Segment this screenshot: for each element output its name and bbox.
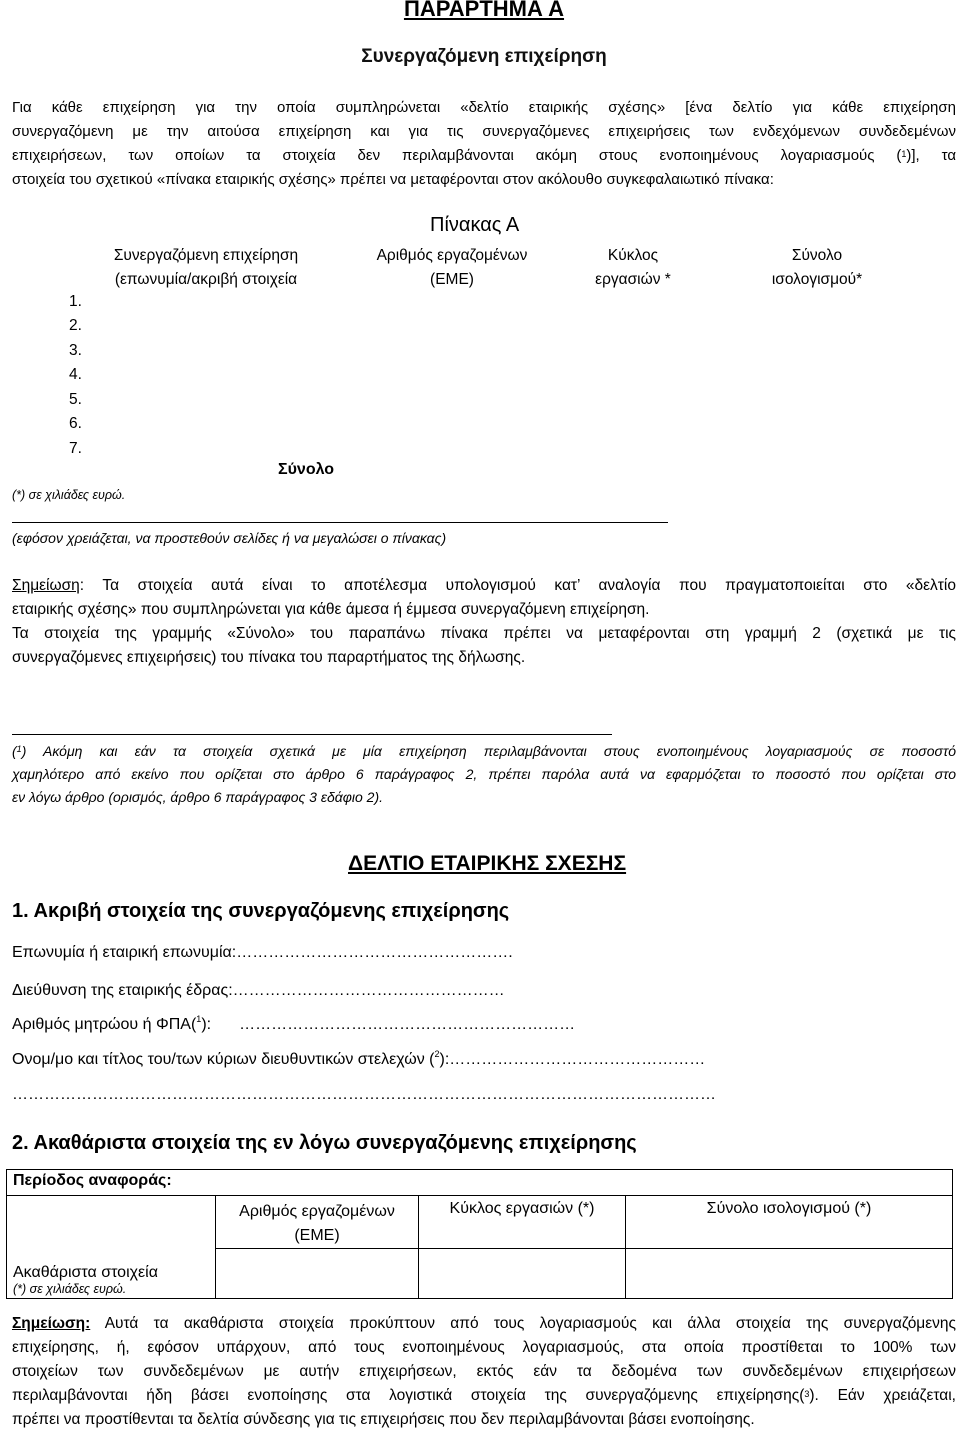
table-a-title: Πίνακας Α bbox=[430, 214, 520, 236]
intro-line: στοιχεία του σχετικού «πίνακα εταιρικής σχέσης» πρέπει να μεταφέρονται στον ακόλουθο συγκεφαλαιωτικό πίνακα: bbox=[12, 171, 774, 188]
note-1-line: συνεργαζόμενες επιχειρήσεις) του πίνακα του παραρτήματος της δήλωσης. bbox=[12, 649, 526, 666]
note-2-label: Σημείωση: bbox=[12, 1315, 91, 1332]
intro-line: συνεργαζόμενη με την αιτούσα επιχείρηση και για τις συνεργαζόμενες επιχειρήσεις των ενδεχόμενων συνδεδεμένων bbox=[12, 123, 956, 140]
table-a-total-label: Σύνολο bbox=[278, 461, 335, 478]
table-a-row-num: 5. bbox=[69, 391, 82, 408]
table-a-row-num: 3. bbox=[69, 342, 82, 359]
table-a-col-turnover: Κύκλος εργασιών * bbox=[595, 247, 671, 288]
table-a-row-num: 1. bbox=[69, 293, 82, 310]
cell-employees[interactable] bbox=[216, 1249, 419, 1299]
field-registration[interactable]: Αριθμός μητρώου ή ΦΠΑ($^1$): ……………………………………………………… bbox=[12, 1014, 576, 1033]
row-gross-data bbox=[7, 1249, 216, 1299]
table-a-extend-note: (εφόσον χρειάζεται, να προστεθούν σελίδες ή να μεγαλώσει ο πίνακας) bbox=[12, 530, 447, 546]
cell-balance[interactable] bbox=[626, 1249, 953, 1299]
cell-turnover[interactable] bbox=[419, 1249, 626, 1299]
table-a-col-employees: Αριθμός εργαζομένων (ΕΜΕ) bbox=[376, 247, 528, 288]
note-2-line: στοιχείων των συνδεδεμένων με αυτήν επιχειρήσεων, εκτός εάν τα δεδομένα των συνδεδεμένων επιχειρήσεων bbox=[12, 1363, 956, 1380]
note-2-line: επιχείρησης, ή, εφόσον υπάρχουν, από τους ενοποιημένους λογαριασμούς, στα οποία προστίθεται το 100% των bbox=[12, 1339, 956, 1356]
deltio-title: ΔΕΛΤΙΟ ΕΤΑΙΡΙΚΗΣ ΣΧΕΣΗΣ bbox=[348, 852, 627, 875]
col-balance: Σύνολο ισολογισμού (*) bbox=[626, 1196, 953, 1249]
note-1: Σημείωση: Τα στοιχεία αυτά είναι το αποτέλεσμα υπολογισμού κατ’ αναλογία που πραγματοποιείται στο «δελτίο εταιρικής σχέσης» που συμπληρώνεται για κάθε άμεσα ή έμμεσα συνεργαζόμενη επιχείρηση. Τα στοιχεία της γραμμής «Σύνολο» του παραπάνω πίνακα πρέπει να μεταφέρονται στη γραμμή 2 (σχετικά με τις συνεργαζόμενες επιχειρήσεις) του πίνακα του παραρτήματος της δήλωσης. bbox=[12, 574, 956, 670]
table-a-row-num: 7. bbox=[69, 440, 82, 457]
note-1-line: Τα στοιχεία της γραμμής «Σύνολο» του παραπάνω πίνακα πρέπει να μεταφέρονται στη γραμμή 2 (σχετικά με τις bbox=[12, 625, 956, 642]
field-managers[interactable]: Ονομ/μο και τίτλος του/των κύριων διευθυντικών στελεχών ($^2$):………………………………………… bbox=[12, 1049, 706, 1068]
intro-paragraph bbox=[12, 96, 956, 192]
field-company-name[interactable]: Επωνυμία ή εταιρική επωνυμία:……………………………………………. bbox=[12, 944, 513, 961]
table-a-unit-note: (*) σε χιλιάδες ευρώ. bbox=[12, 488, 126, 502]
empty-header-cell bbox=[7, 1196, 216, 1249]
footnote: ($^1$) Ακόμη και εάν τα στοιχεία σχετικά με μία επιχείρηση περιλαμβάνονται στους ενοποιημένους λογαριασμούς σε ποσοστό χαμηλότερο από εκείνο που ορίζεται στο άρθρο 6 παράγραφος 2, πρέπει παρόλα αυτά να εφαρμόζεται το ποσοστό που ορίζεται στο εν λόγω άρθρο (ορισμός, άρθρο 6 παράγραφος 3 εδάφιο 2). bbox=[12, 740, 956, 809]
separator-line bbox=[12, 522, 668, 523]
note-1-label: Σημείωση bbox=[12, 577, 80, 594]
footnote-line: χαμηλότερο από εκείνο που ορίζεται στο άρθρο 6 παράγραφος 2, πρέπει παρόλα αυτά να εφαρμόζεται το ποσοστό που ορίζεται στο bbox=[12, 766, 956, 782]
table-a-row-num: 6. bbox=[69, 415, 82, 432]
table-a-row-num: 4. bbox=[69, 366, 82, 383]
field-address[interactable]: Διεύθυνση της εταιρικής έδρας:…………………………………………… bbox=[12, 982, 505, 999]
note-2: Σημείωση: Αυτά τα ακαθάριστα στοιχεία προκύπτουν από τους λογαριασμούς και άλλα στοιχεία της συνεργαζόμενης επιχείρησης, ή, εφόσον υπάρχουν, από τους ενοποιημένους λογαριασμούς, στα οποία προστίθεται το 100% των στοιχείων των συνδεδεμένων με αυτήν επιχειρήσεων, εκτός εάν τα δεδομένα των συνδεδεμένων επιχειρήσεων περιλαμβάνονται ήδη βάσει ενοποίησης στα λογιστικά στοιχεία της συνεργαζόμενης επιχείρησης($^3$). Εάν χρειάζεται, πρέπει να προστίθενται τα δελτία σύνδεσης για τις επιχειρήσεις που δεν περιλαμβάνονται βάσει ενοποίησης. bbox=[12, 1312, 956, 1432]
note-1-line: εταιρικής σχέσης» που συμπληρώνεται για κάθε άμεσα ή έμμεσα συνεργαζόμενη επιχείρηση. bbox=[12, 601, 650, 618]
footnote-num: 1 bbox=[16, 744, 22, 754]
footnote-separator bbox=[12, 734, 612, 735]
table-a-row-num: 2. bbox=[69, 317, 82, 334]
section-1-title: 1. Ακριβή στοιχεία της συνεργαζόμενης επιχείρησης bbox=[12, 900, 510, 922]
gross-data-table bbox=[6, 1169, 953, 1299]
table-a-col-partner: Συνεργαζόμενη επιχείρηση (επωνυμία/ακριβή στοιχεία bbox=[113, 247, 299, 288]
col-employees: Αριθμός εργαζομένων (ΕΜΕ) bbox=[216, 1196, 419, 1249]
section-2-title: 2. Ακαθάριστα στοιχεία της εν λόγω συνεργαζόμενης επιχείρησης bbox=[12, 1132, 637, 1154]
note-2-line: πρέπει να προστίθενται τα δελτία σύνδεσης για τις επιχειρήσεις που δεν περιλαμβάνονται βάσει ενοποίησης. bbox=[12, 1411, 755, 1428]
footnote-ref: 1 bbox=[901, 149, 907, 159]
footnote-line: εν λόγω άρθρο (ορισμός, άρθρο 6 παράγραφος 3 εδάφιο 2). bbox=[12, 789, 384, 805]
intro-line: επιχειρήσεων, των οποίων τα στοιχεία δεν περιλαμβάνονται ακόμη στους ενοποιημένους λογαριασμούς ($^1$)], τα bbox=[12, 147, 956, 164]
col-turnover: Κύκλος εργασιών (*) bbox=[419, 1196, 626, 1249]
footnote-ref: 3 bbox=[804, 1389, 810, 1399]
field-managers-continuation[interactable]: …………………………………………………………………………………………………………………… bbox=[12, 1086, 716, 1103]
period-label: Περίοδος αναφοράς: bbox=[7, 1170, 953, 1196]
intro-line: Για κάθε επιχείρηση για την οποία συμπληρώνεται «δελτίο εταιρικής σχέσης» [ένα δελτίο για κάθε επιχείρηση bbox=[12, 99, 956, 116]
annex-subtitle: Συνεργαζόμενη επιχείρηση bbox=[361, 46, 607, 67]
table-a-col-balance: Σύνολο ισολογισμού* bbox=[771, 247, 863, 288]
table-b-unit-note: (*) σε χιλιάδες ευρώ. bbox=[13, 1282, 127, 1296]
row-gross-label: Ακαθάριστα στοιχεία bbox=[13, 1264, 158, 1281]
annex-title: ΠΑΡΑΡΤΗΜΑ Α bbox=[403, 0, 565, 21]
